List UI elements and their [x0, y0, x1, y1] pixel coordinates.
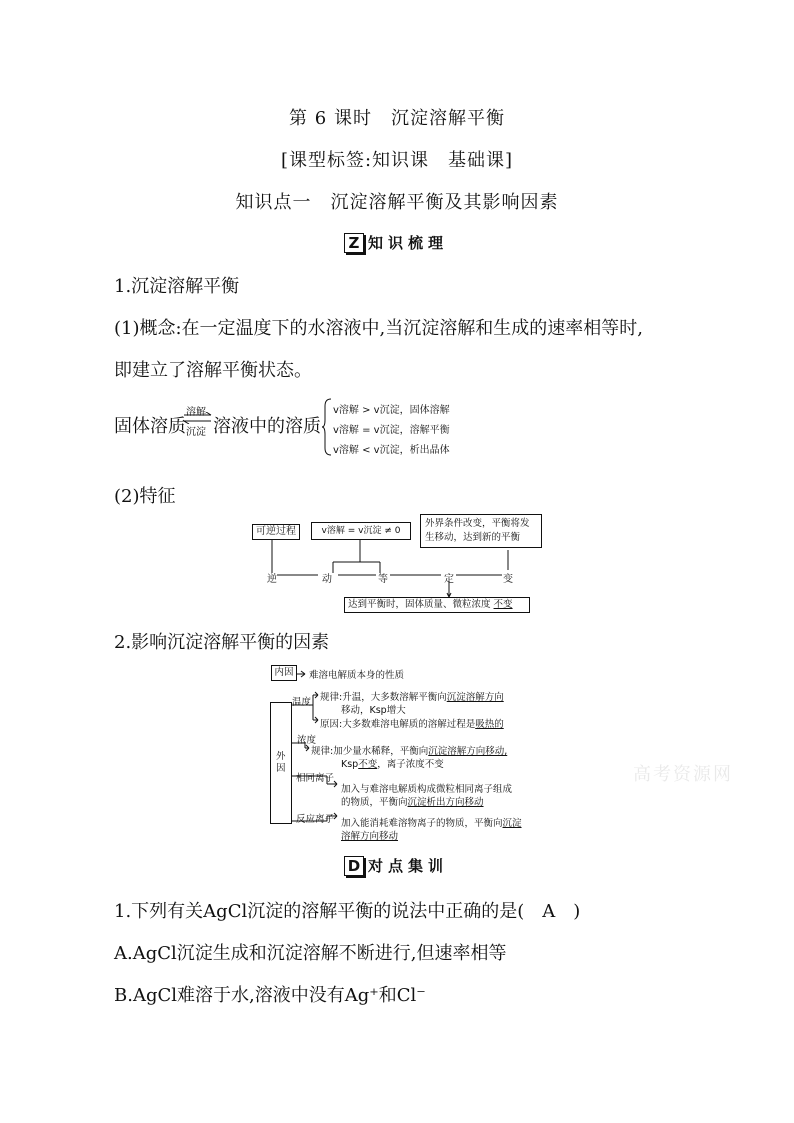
node-change: 变 [503, 574, 513, 585]
heading-influencing-factors: 2.影响沉淀溶解平衡的因素 [114, 632, 330, 653]
react-line2: 溶解方向移动 [341, 831, 399, 842]
react-line1: 加入能消耗难溶物离子的物质，平衡向沉淀 [341, 818, 522, 829]
temp-rule-line2: 移动，Ksp增大 [341, 705, 406, 716]
section-heading: 知识点一 沉淀溶解平衡及其影响因素 [235, 192, 559, 213]
watermark: 高考资源网 [633, 764, 733, 785]
box-equal-rates: v溶解 = v沉淀 ≠ 0 [311, 522, 411, 540]
node-equal: 等 [378, 574, 388, 585]
case-precipitate: v溶解 < v沉淀，析出晶体 [333, 445, 450, 456]
heading-dissolution-equilibrium: 1.沉淀溶解平衡 [114, 276, 240, 297]
concept-line-1: (1)概念:在一定温度下的水溶液中,当沉淀溶解和生成的速率相等时, [114, 318, 644, 339]
box-reversible-process: 可逆过程 [252, 524, 300, 540]
option-a: A.AgCl沉淀生成和沉淀溶解不断进行,但速率相等 [114, 943, 507, 964]
badge-label: 知识梳理 [368, 234, 449, 252]
temp-reason: 原因:大多数难溶电解质的溶解过程是吸热的 [320, 719, 504, 730]
knowledge-review-badge [344, 233, 450, 253]
option-b: B.AgCl难溶于水,溶液中没有Ag⁺和Cl⁻ [114, 985, 426, 1006]
equilibrium-arrow-icon [184, 412, 212, 424]
lesson-tag: [课型标签:知识课 基础课] [280, 150, 514, 171]
factor-concentration: 浓度 [297, 735, 317, 746]
box-condition-change: 外界条件改变，平衡将发 生移动，达到新的平衡 [420, 514, 542, 548]
box-external-cause: 外因 [270, 702, 292, 824]
eq-arrow-top-label: 溶解 [186, 407, 206, 418]
eq-arrow-bottom-label: 沉淀 [186, 427, 206, 438]
conc-rule-line1: 规律:加少量水稀释，平衡向沉淀溶解方向移动, [311, 746, 508, 757]
concept-line-2: 即建立了溶解平衡状态。 [114, 360, 312, 381]
eq-dissolved-solute: 溶液中的溶质 [213, 416, 321, 437]
common-line2: 的物质，平衡向沉淀析出方向移动 [341, 797, 484, 808]
box-internal-cause: 内因 [271, 665, 297, 681]
factor-common-ion: 相同离子 [296, 773, 335, 784]
internal-desc: 难溶电解质本身的性质 [309, 670, 405, 681]
question-stem: 1.下列有关AgCl沉淀的溶解平衡的说法中正确的是( A ) [114, 901, 581, 922]
conc-rule-line2: Ksp不变，离子浓度不变 [341, 759, 444, 770]
node-fixed: 定 [444, 574, 454, 585]
badge-letter-icon: Z [344, 233, 364, 253]
badge-label: 对点集训 [368, 857, 449, 875]
lesson-title: 第 6 课时 沉淀溶解平衡 [289, 108, 505, 129]
factor-temperature: 温度 [292, 697, 312, 708]
node-reverse: 逆 [267, 574, 277, 585]
case-dissolve: v溶解 > v沉淀，固体溶解 [333, 405, 450, 416]
temp-rule-line1: 规律:升温，大多数溶解平衡向沉淀溶解方向 [320, 692, 504, 703]
brace-icon [322, 398, 332, 456]
common-line1: 加入与难溶电解质构成微粒相同离子组成 [341, 784, 513, 795]
badge-letter-icon: D [344, 856, 364, 876]
node-dynamic: 动 [322, 574, 332, 585]
factor-reacting-ion: 反应离子 [296, 814, 335, 825]
eq-solid-solute: 固体溶质 [114, 416, 186, 437]
box-fixed-state: 达到平衡时，固体质量、微粒浓度 不变 [344, 597, 530, 613]
heading-features: (2)特征 [114, 486, 176, 507]
practice-badge [344, 856, 450, 876]
case-equilibrium: v溶解 = v沉淀，溶解平衡 [333, 425, 450, 436]
